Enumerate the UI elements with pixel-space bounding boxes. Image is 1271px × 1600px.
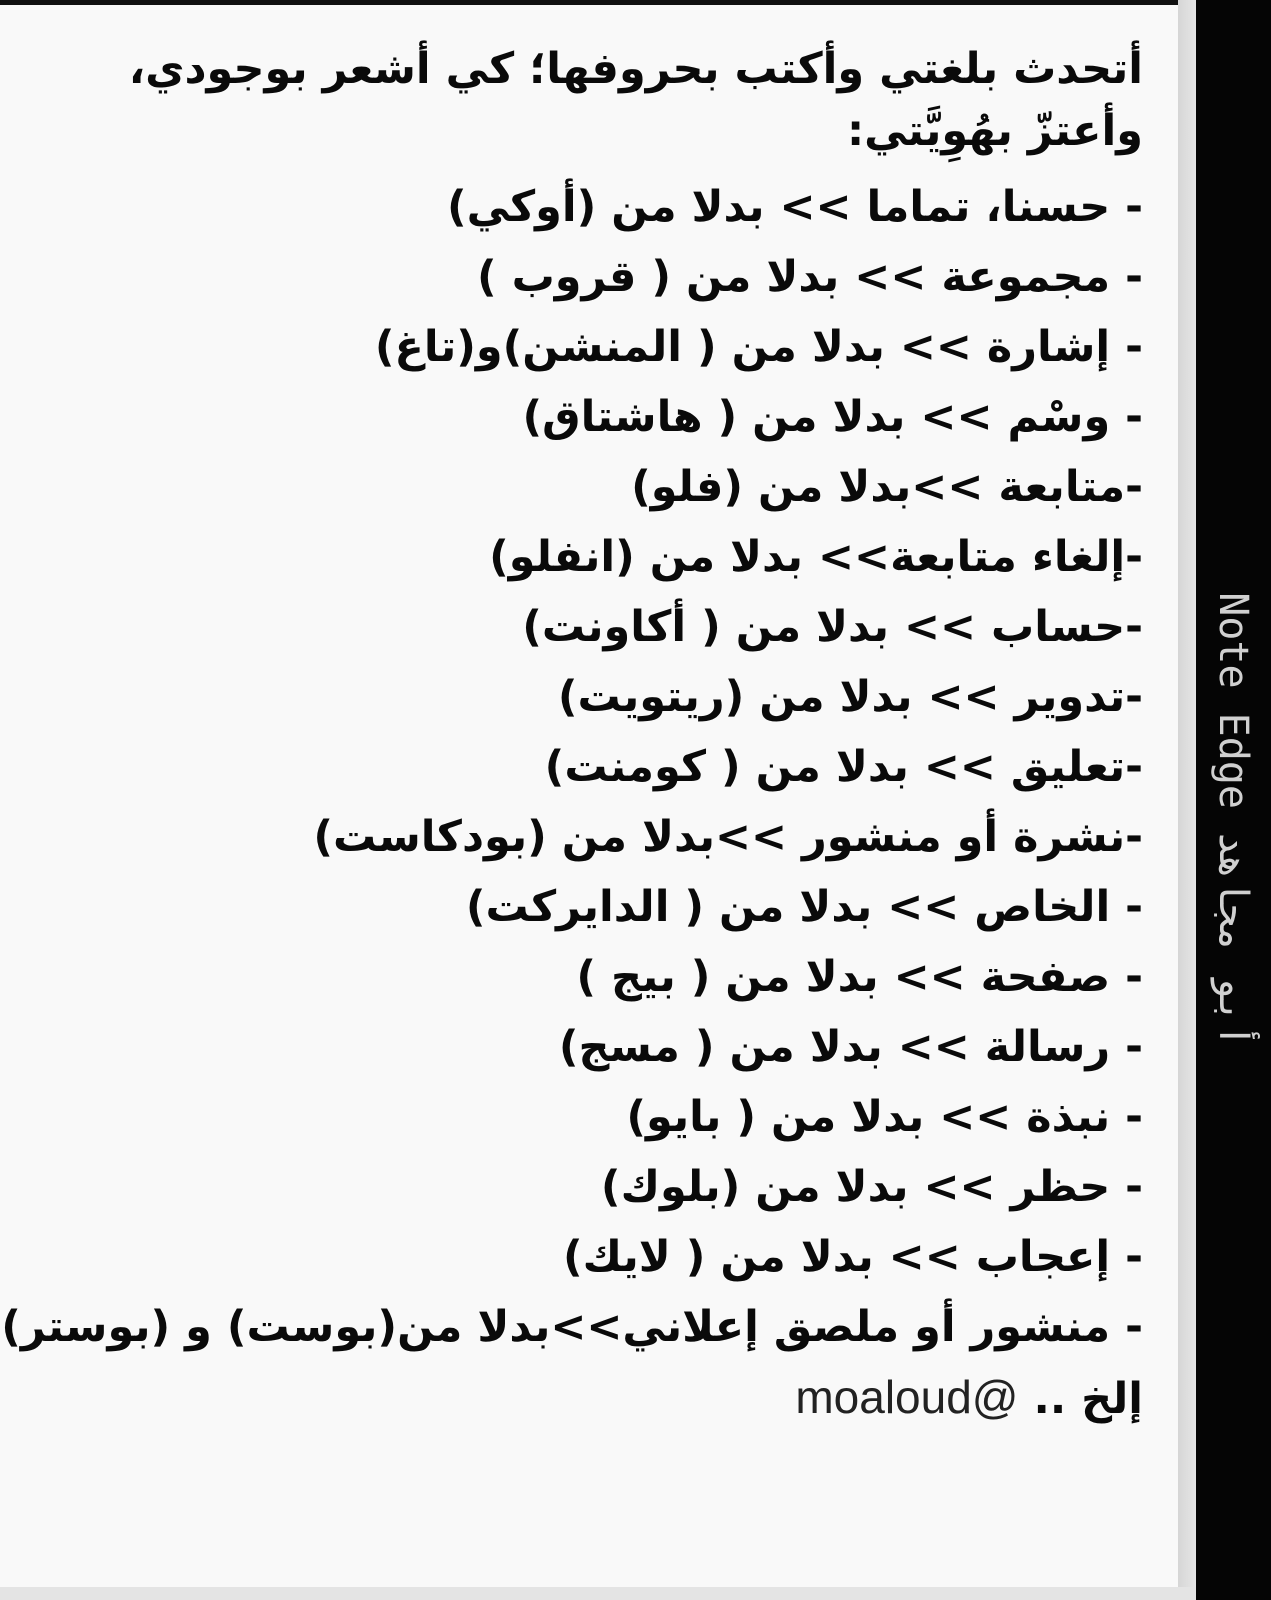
- term-list: [1, 172, 1143, 1362]
- note-text: [1, 38, 1143, 1432]
- term-entry: -إلغاء متابعة>> بدلا من (انفلو): [489, 532, 1143, 582]
- watermark-arabic: أبو مجاهد: [1210, 831, 1256, 1048]
- term-entry: -متابعة >>بدلا من (فلو): [631, 462, 1143, 512]
- intro-paragraph: [13, 38, 1143, 162]
- term-entry: -نشرة أو منشور >>بدلا من (بودكاست): [313, 812, 1143, 862]
- intro-line: وأعتزّ بهُوِيَّتي:: [846, 106, 1143, 156]
- card-edge: [1178, 0, 1196, 1600]
- closing-line: [13, 1362, 1143, 1432]
- author-handle: @moaloud: [795, 1371, 1019, 1423]
- edge-watermark: [1203, 560, 1263, 1080]
- term-entry: - صفحة >> بدلا من ( بيج ): [576, 952, 1143, 1002]
- term-entry: - حظر >> بدلا من (بلوك): [600, 1162, 1143, 1212]
- term-entry: - حسنا، تماما >> بدلا من (أوكي): [447, 182, 1143, 232]
- bottom-band: [0, 1587, 1196, 1600]
- term-entry: -تدوير >> بدلا من (ريتويت): [557, 672, 1143, 722]
- term-entry: -حساب >> بدلا من ( أكاونت): [522, 602, 1143, 652]
- term-entry: - مجموعة >> بدلا من ( قروب ): [476, 252, 1143, 302]
- term-entry: - رسالة >> بدلا من ( مسج): [558, 1022, 1143, 1072]
- term-entry: - نبذة >> بدلا من ( بايو): [626, 1092, 1143, 1142]
- term-entry: - منشور أو ملصق إعلاني>>بدلا من(بوست) و (بوستر): [1, 1302, 1143, 1352]
- term-entry: - الخاص >> بدلا من ( الدايركت): [465, 882, 1143, 932]
- intro-line: أتحدث بلغتي وأكتب بحروفها؛ كي أشعر بوجودي،: [128, 44, 1143, 94]
- term-entry: - وسْم >> بدلا من ( هاشتاق): [522, 392, 1143, 442]
- term-entry: -تعليق >> بدلا من ( كومنت): [544, 742, 1143, 792]
- term-entry: - إعجاب >> بدلا من ( لايك): [562, 1232, 1143, 1282]
- watermark-latin: Note Edge: [1210, 592, 1256, 809]
- closing-text: إلخ ..: [1033, 1374, 1143, 1424]
- term-entry: - إشارة >> بدلا من ( المنشن)و(تاغ): [374, 322, 1143, 372]
